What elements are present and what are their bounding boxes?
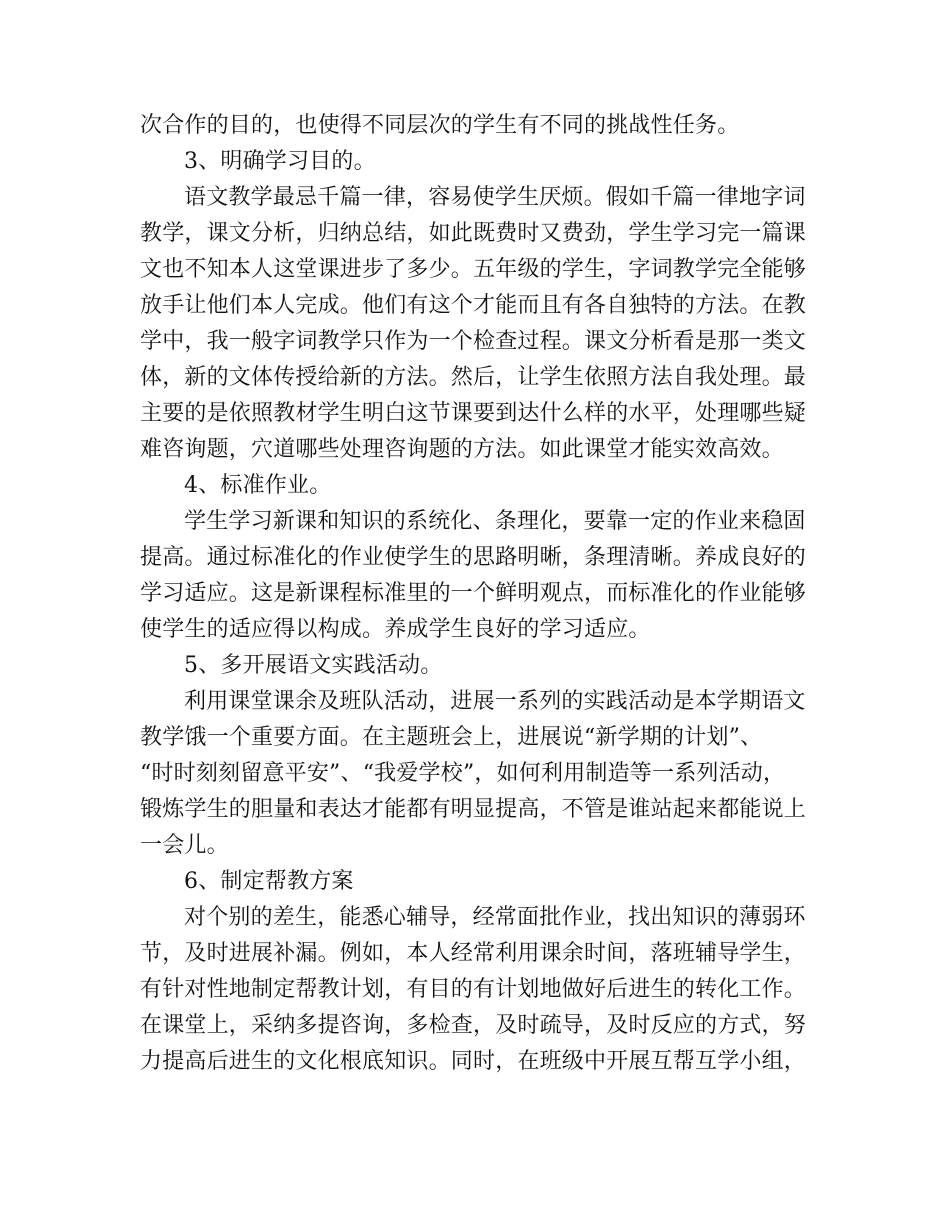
text-line: 锻炼学生的胆量和表达才能都有明显提高，不管是谁站起来都能说上 — [140, 797, 807, 822]
text-line: 难咨询题，穴道哪些处理咨询题的方法。如此课堂才能实效高效。 — [140, 437, 784, 462]
text-line: 节，及时进展补漏。例如，本人经常利用课余时间，落班辅导学生， — [140, 941, 807, 966]
section-heading: 3、明确学习目的。 — [184, 149, 376, 174]
text-line: 文也不知本人这堂课进步了多少。五年级的学生，字词教学完全能够 — [140, 257, 807, 282]
text-line: 语文教学最忌千篇一律，容易使学生厌烦。假如千篇一律地字词 — [184, 185, 806, 210]
text-line: 一会儿。 — [140, 833, 229, 858]
text-line: 主要的是依照教材学生明白这节课要到达什么样的水平，处理哪些疑 — [140, 401, 807, 426]
text-line: 使学生的适应得以构成。养成学生良好的学习适应。 — [140, 617, 651, 642]
text-line: 教学饿一个重要方面。在主题班会上，进展说“新学期的计划”、 — [140, 725, 763, 750]
text-line: “时时刻刻留意平安”、“我爱学校”，如何利用制造等一系列活动， — [140, 761, 786, 786]
text-line: 教学，课文分析，归纳总结，如此既费时又费劲，学生学习完一篇课 — [140, 221, 807, 246]
text-line: 学习适应。这是新课程标准里的一个鲜明观点，而标准化的作业能够 — [140, 581, 807, 606]
section-heading: 6、制定帮教方案 — [184, 869, 354, 894]
text-line: 在课堂上，采纳多提咨询，多检查，及时疏导，及时反应的方式，努 — [140, 1013, 807, 1038]
text-line: 体，新的文体传授给新的方法。然后，让学生依照方法自我处理。最 — [140, 365, 807, 390]
text-line: 次合作的目的，也使得不同层次的学生有不同的挑战性任务。 — [140, 113, 740, 138]
text-line: 学中，我一般字词教学只作为一个检查过程。课文分析看是那一类文 — [140, 329, 807, 354]
text-line: 利用课堂课余及班队活动，进展一系列的实践活动是本学期语文 — [184, 689, 806, 714]
text-line: 提高。通过标准化的作业使学生的思路明晰，条理清晰。养成良好的 — [140, 545, 807, 570]
text-line: 学生学习新课和知识的系统化、条理化，要靠一定的作业来稳固 — [184, 509, 806, 534]
text-line: 力提高后进生的文化根底知识。同时，在班级中开展互帮互学小组， — [140, 1049, 807, 1074]
section-heading: 4、标准作业。 — [184, 473, 332, 498]
text-line: 有针对性地制定帮教计划，有目的有计划地做好后进生的转化工作。 — [140, 977, 807, 1002]
text-line: 放手让他们本人完成。他们有这个才能而且有各自独特的方法。在教 — [140, 293, 807, 318]
section-heading: 5、多开展语文实践活动。 — [184, 653, 443, 678]
document-page — [140, 108, 820, 1080]
text-line: 对个别的差生，能悉心辅导，经常面批作业，找出知识的薄弱环 — [184, 905, 806, 930]
